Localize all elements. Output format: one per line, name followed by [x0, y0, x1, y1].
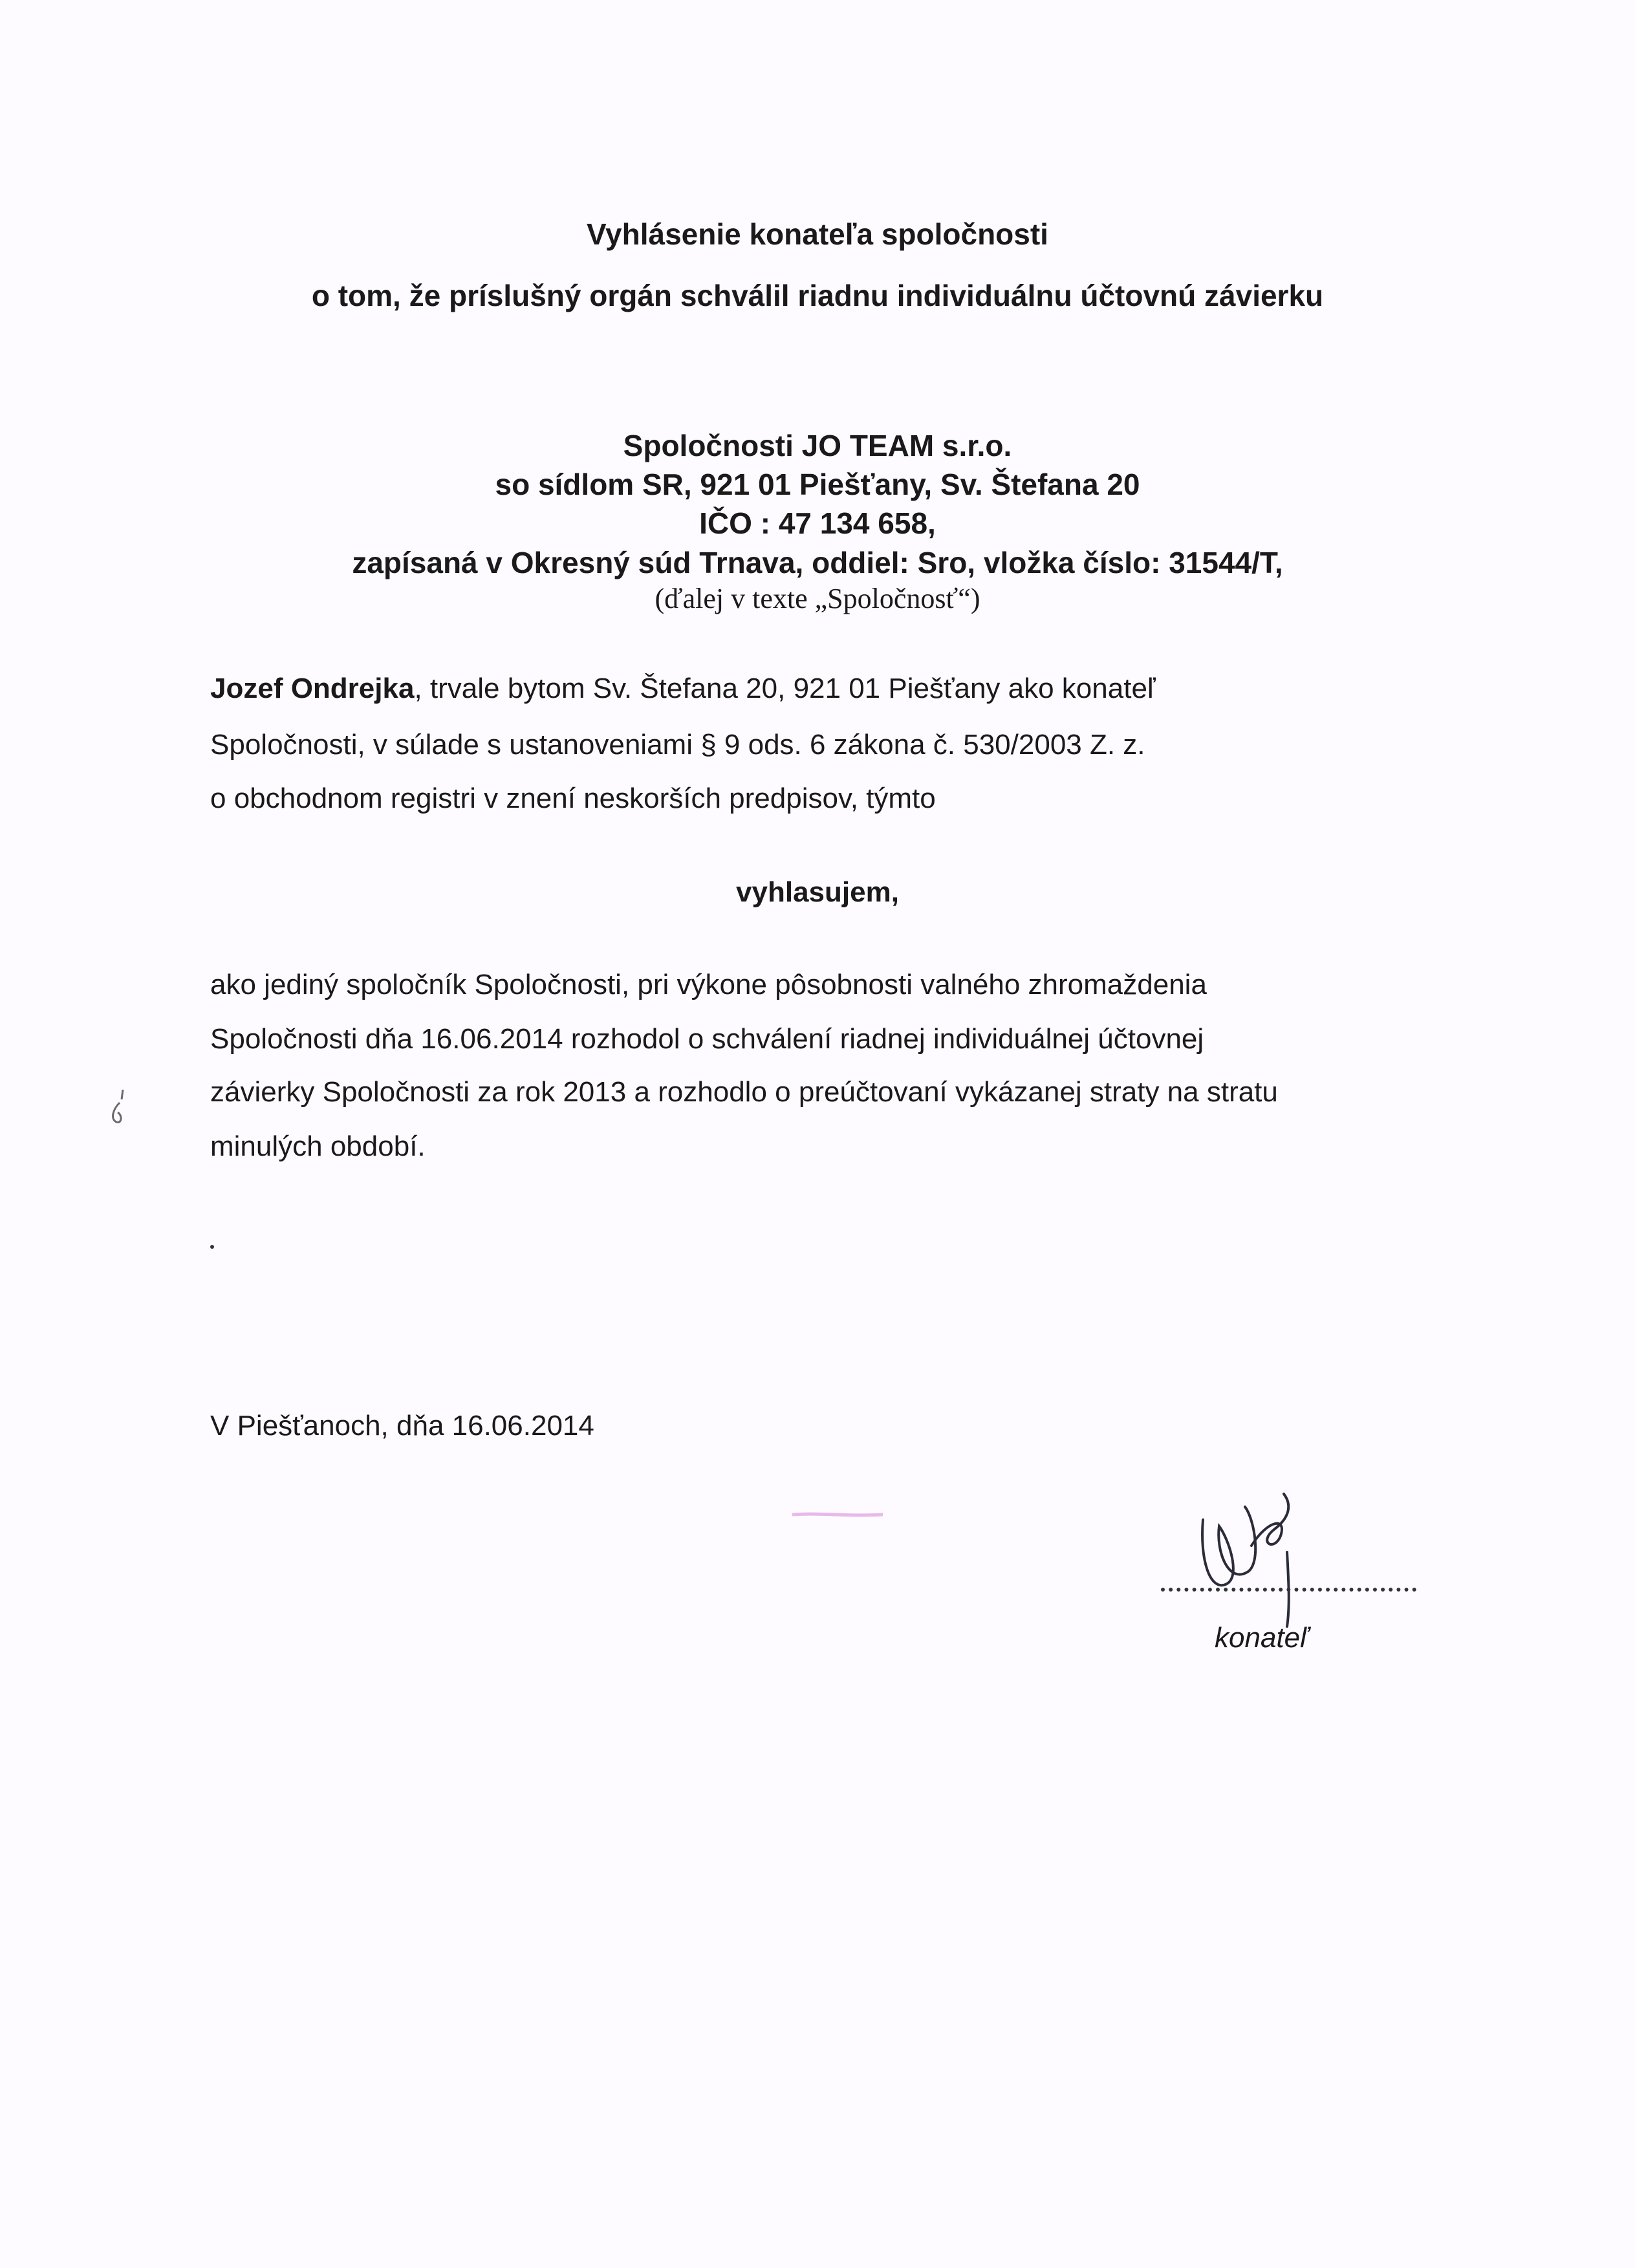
statement-line-1: ako jediný spoločník Spoločnosti, pri výkone pôsobnosti valného zhromaždenia [210, 969, 1207, 1000]
document-title: Vyhlásenie konateľa spoločnosti [587, 217, 1048, 251]
stray-pink-mark [792, 1510, 883, 1519]
intro-line-3: o obchodnom registri v znení neskorších predpisov, týmto [210, 783, 936, 814]
person-name: Jozef Ondrejka [210, 673, 415, 704]
place-and-date: V Piešťanoch, dňa 16.06.2014 [210, 1410, 594, 1442]
document-subtitle: o tom, že príslušný orgán schválil riadnu individuálnu účtovnú závierku [311, 279, 1324, 312]
statement-line-3: závierky Spoločnosti za rok 2013 a rozhodlo o preúčtovaní vykázanej straty na stratu [210, 1076, 1278, 1108]
company-register: zapísaná v Okresný súd Trnava, oddiel: Sro, vložka číslo: 31544/T, [352, 546, 1283, 579]
stray-dot [210, 1245, 214, 1249]
handwritten-signature [1190, 1481, 1332, 1630]
signature-role: konateľ [1215, 1622, 1308, 1654]
intro-line-1 [210, 673, 1156, 705]
statement-line-4: minulých období. [210, 1130, 426, 1162]
intro-line-1-rest: , trvale bytom Sv. Štefana 20, 921 01 Piešťany ako konateľ [414, 673, 1156, 704]
declaration-word: vyhlasujem, [736, 876, 899, 908]
intro-line-2: Spoločnosti, v súlade s ustanoveniami § 9 ods. 6 zákona č. 530/2003 Z. z. [210, 729, 1145, 761]
company-seat: so sídlom SR, 921 01 Piešťany, Sv. Štefana 20 [495, 468, 1140, 501]
company-alias: (ďalej v texte „Spoločnosť“) [655, 583, 980, 614]
company-name: Spoločnosti JO TEAM s.r.o. [623, 429, 1012, 462]
statement-line-2: Spoločnosti dňa 16.06.2014 rozhodol o schválení riadnej individuálnej účtovnej [210, 1023, 1204, 1055]
company-ico: IČO : 47 134 658, [699, 506, 936, 540]
stray-ink-mark [103, 1086, 129, 1138]
signature-line [1161, 1588, 1416, 1592]
